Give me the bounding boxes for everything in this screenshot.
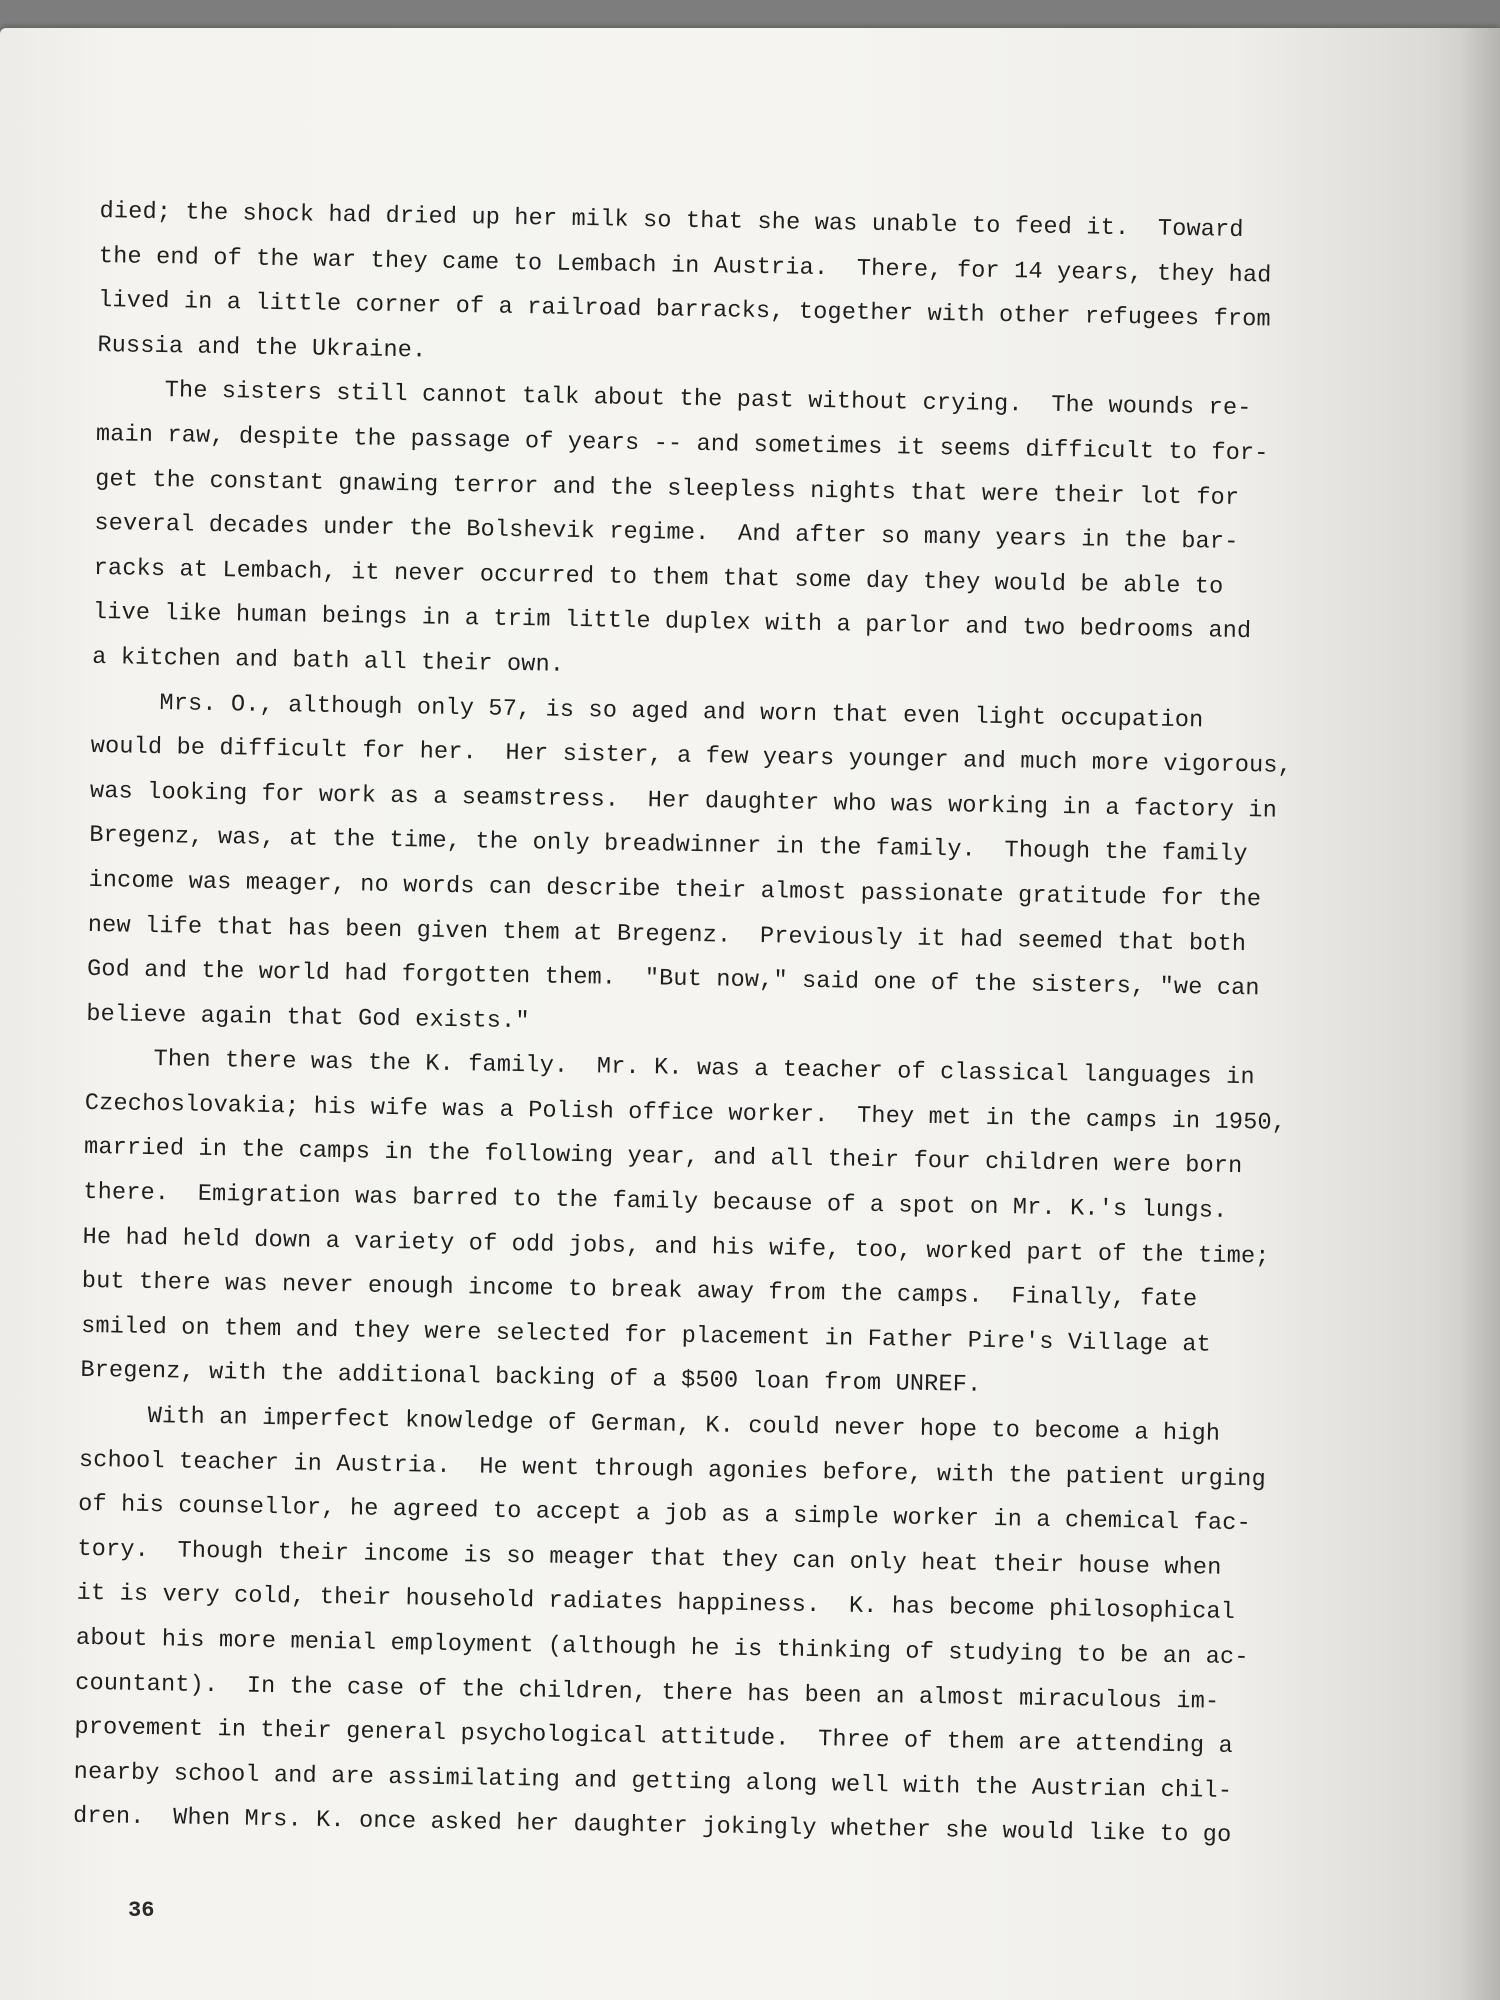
text-line: it is very cold, their household radiates happiness. K. has become philosophical xyxy=(76,1580,1236,1627)
text-line: get the constant gnawing terror and the sleepless nights that were their lot for xyxy=(94,465,1240,512)
paragraph xyxy=(73,1394,1335,1861)
text-line: Czechoslovakia; his wife was a Polish office worker. They met in the camps in 1950, xyxy=(84,1089,1287,1137)
text-line: a kitchen and bath all their own. xyxy=(92,643,565,679)
text-line: Bregenz, was, at the time, the only breadwinner in the family. Though the family xyxy=(89,822,1248,869)
text-line: Bregenz, with the additional backing of a $500 loan from UNREF. xyxy=(80,1357,982,1400)
text-line: dren. When Mrs. K. once asked her daughter jokingly whether she would like to go xyxy=(72,1803,1232,1850)
text-line: lived in a little corner of a railroad barracks, together with other refugees from xyxy=(97,287,1272,334)
text-line: income was meager, no words can describe their almost passionate gratitude for the xyxy=(88,866,1262,914)
paragraph xyxy=(86,680,1347,1058)
text-line: smiled on them and they were selected for placement in Father Pire's Village at xyxy=(80,1312,1212,1359)
text-line: new life that has been given them at Bregenz. Previously it had seemed that both xyxy=(87,911,1247,958)
body-text xyxy=(73,190,1355,1861)
paragraph xyxy=(92,368,1352,701)
text-line: the end of the war they came to Lembach in Austria. There, for 14 years, they had xyxy=(98,242,1272,290)
text-line: several decades under the Bolshevik regime. And after so many years in the bar- xyxy=(94,510,1239,557)
text-line: God and the world had forgotten them. "But now," said one of the sisters, "we can xyxy=(86,955,1260,1003)
text-line: Russia and the Ukraine. xyxy=(97,331,427,365)
text-line: countant). In the case of the children, there has been an almost miraculous im- xyxy=(75,1669,1220,1716)
text-line: live like human beings in a trim little duplex with a parlor and two bedrooms and xyxy=(92,599,1252,646)
text-line: was looking for work as a seamstress. Her daughter who was working in a factory in xyxy=(89,777,1278,825)
text-line: there. Emigration was barred to the family because of a spot on Mr. K.'s lungs. xyxy=(83,1178,1228,1225)
text-line: main raw, despite the passage of years -- and sometimes it seems difficult to for- xyxy=(95,420,1269,468)
text-line: nearby school and are assimilating and getting along well with the Austrian chil- xyxy=(73,1758,1233,1805)
paragraph xyxy=(97,190,1355,389)
text-line: racks at Lembach, it never occurred to them that some day they would be able to xyxy=(93,554,1224,601)
text-line: He had held down a variety of odd jobs, and his wife, too, worked part of the time; xyxy=(82,1223,1270,1271)
page-edge-shadow xyxy=(1460,28,1500,2000)
text-line: Then there was the K. family. Mr. K. was a teacher of classical languages in xyxy=(153,1046,1255,1092)
text-line: about his more menial employment (although he is thinking of studying to be an ac- xyxy=(75,1624,1249,1672)
paragraph xyxy=(80,1037,1341,1415)
text-line: With an imperfect knowledge of German, K. could never hope to become a high xyxy=(147,1402,1221,1448)
text-line: married in the camps in the following year, and all their four children were born xyxy=(83,1134,1243,1181)
page-number: 36 xyxy=(128,1898,155,1923)
text-line: died; the shock had dried up her milk so that she was unable to feed it. Toward xyxy=(99,197,1244,244)
text-line: would be difficult for her. Her sister, a few years younger and much more vigorous, xyxy=(90,733,1293,780)
text-line: believe again that God exists." xyxy=(86,1000,530,1035)
text-line: school teacher in Austria. He went through agonies before, with the patient urging xyxy=(78,1446,1267,1494)
text-line: The sisters still cannot talk about the past without crying. The wounds re- xyxy=(164,377,1252,423)
text-line: of his counsellor, he agreed to accept a job as a simple worker in a chemical fac- xyxy=(77,1491,1252,1538)
text-line: provement in their general psychological attitude. Three of them are attending a xyxy=(74,1713,1234,1761)
text-line: tory. Though their income is so meager that they can only heat their house when xyxy=(77,1535,1222,1582)
text-line: Mrs. O., although only 57, is so aged and worn that even light occupation xyxy=(159,689,1204,734)
text-line: but there was never enough income to break away from the camps. Finally, fate xyxy=(81,1268,1198,1314)
